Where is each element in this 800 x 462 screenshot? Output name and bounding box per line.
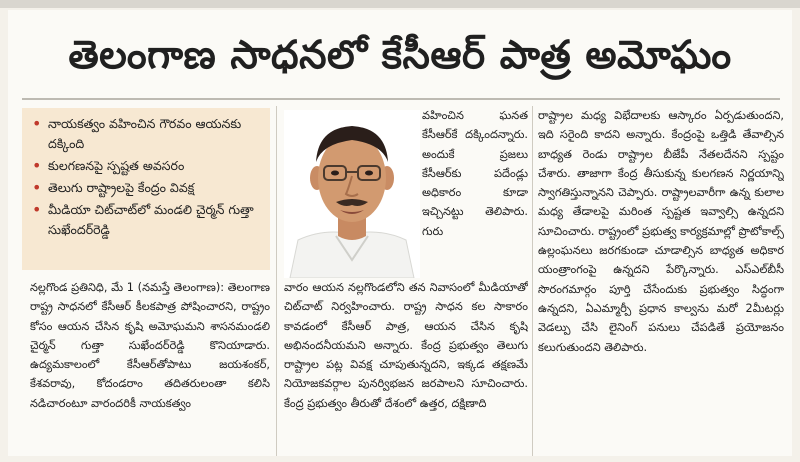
top-strip	[0, 0, 800, 8]
highlight-item: • మీడియా చిట్‌చాట్‌లో మండలి చైర్మన్ గుత్తా సుఖేందర్‌రెడ్డి	[32, 200, 264, 240]
headline: తెలంగాణ సాధనలో కేసీఆర్ పాత్ర అమోఘం	[68, 33, 732, 78]
portrait-illustration	[284, 110, 420, 278]
article-paragraph: వారం ఆయన నల్లగొండలోని తన నివాసంలో మీడియాతో చిట్‌చాట్ నిర్వహించారు. రాష్ట్ర సాధన కల సాకారం కావడంలో కేసీఆర్ పాత్ర, ఆయన చేసిన కృషి అభినందనీయమని అన్నారు. కేంద్ర ప్రభుత్వం తెలుగు రాష్ట్రాల పట్ల వివక్ష చూపుతున్నదని, ఇక్కడ తక్షణమే నియోజకవర్గాల పునర్విభజన జరపాలని సూచించారు. కేంద్ర ప్రభుత్వం తీరుతో దేశంలో ఉత్తర, దక్షిణాది	[284, 281, 528, 410]
portrait-photo	[284, 110, 420, 278]
article-column-1	[30, 278, 270, 458]
highlight-item: • తెలుగు రాష్ట్రాలపై కేంద్రం వివక్ష	[32, 178, 264, 198]
column-divider	[276, 106, 277, 456]
article-paragraph: నల్లగొండ ప్రతినిధి, మే 1 (నమస్తే తెలంగాణ): తెలంగాణ రాష్ట్ర సాధనలో కేసీఆర్ కీలకపాత్ర పోషించారని, రాష్ట్రం కోసం ఆయన చేసిన కృషి అమోఘమని శాసనమండలి చైర్మన్ గుత్తా సుఖేందర్‌రెడ్డి కొనియాడారు. ఉద్యమకాలంలో కేసీఆర్‌తోపాటు జయశంకర్, కేశవరావు, కోదండరాం తదితరులంతా కలిసి నడిచారంటూ వారందరికీ నాయకత్వం	[30, 281, 270, 410]
article-column-3	[538, 106, 784, 458]
column-divider	[532, 106, 533, 456]
article-paragraph: వహించిన ఘనత కేసీఆర్‌కే దక్కిందన్నారు. అందుకే ప్రజలు కేసీఆర్‌కు పదేండ్లు అధికారం కూడా ఇచ్చినట్టు తెలిపారు. గురు	[422, 109, 528, 238]
highlights-list	[22, 108, 270, 240]
article-paragraph: రాష్ట్రాల మధ్య విభేదాలకు ఆస్కారం ఏర్పడుతుందని, ఇది సరైంది కాదని అన్నారు. కేంద్రంపై ఒత్తిడి తేవాల్సిన బాధ్యత రెండు రాష్ట్రాల బీజేపీ నేతలదేనని స్పష్టం చేశారు. తాజాగా కేంద్ర తీసుకున్న కులగణన నిర్ణయాన్ని స్వాగతిస్తున్నానని చెప్పారు. రాష్ట్రాలవారీగా ఉన్న కులాల మధ్య తేడాలపై మరింత స్పష్టత ఇవ్వాల్సి ఉన్నదని సూచించారు. రాష్ట్రంలో ప్రభుత్వ కార్యక్రమాల్లో ప్రొటోకాల్స్ ఉల్లంఘనలు జరగకుండా చూడాల్సిన బాధ్యత అధికార యంత్రాంగంపై ఉన్నదని పేర్కొన్నారు. ఎస్ఎల్‌బీసీ సొరంగమార్గం పూర్తి చేసేందుకు ప్రభుత్వం సిద్ధంగా ఉన్నదని, ఏఎమ్మార్పీ ప్రధాన కాల్వను మరో 2మీటర్లు వెడల్పు చేసి లైనింగ్ పనులు చేపడితే ప్రయోజనం కలుగుతుందని తెలిపారు.	[538, 109, 784, 354]
headline-rule	[22, 98, 780, 100]
highlights-box	[22, 108, 270, 270]
highlight-item: • కులగణనపై స్పష్టత అవసరం	[32, 156, 264, 176]
article-column-2	[284, 278, 528, 458]
article-column-2-top	[422, 106, 528, 280]
newspaper-clipping	[8, 10, 792, 456]
highlight-item: • నాయకత్వం వహించిన గౌరవం ఆయనకు దక్కింది	[32, 114, 264, 154]
